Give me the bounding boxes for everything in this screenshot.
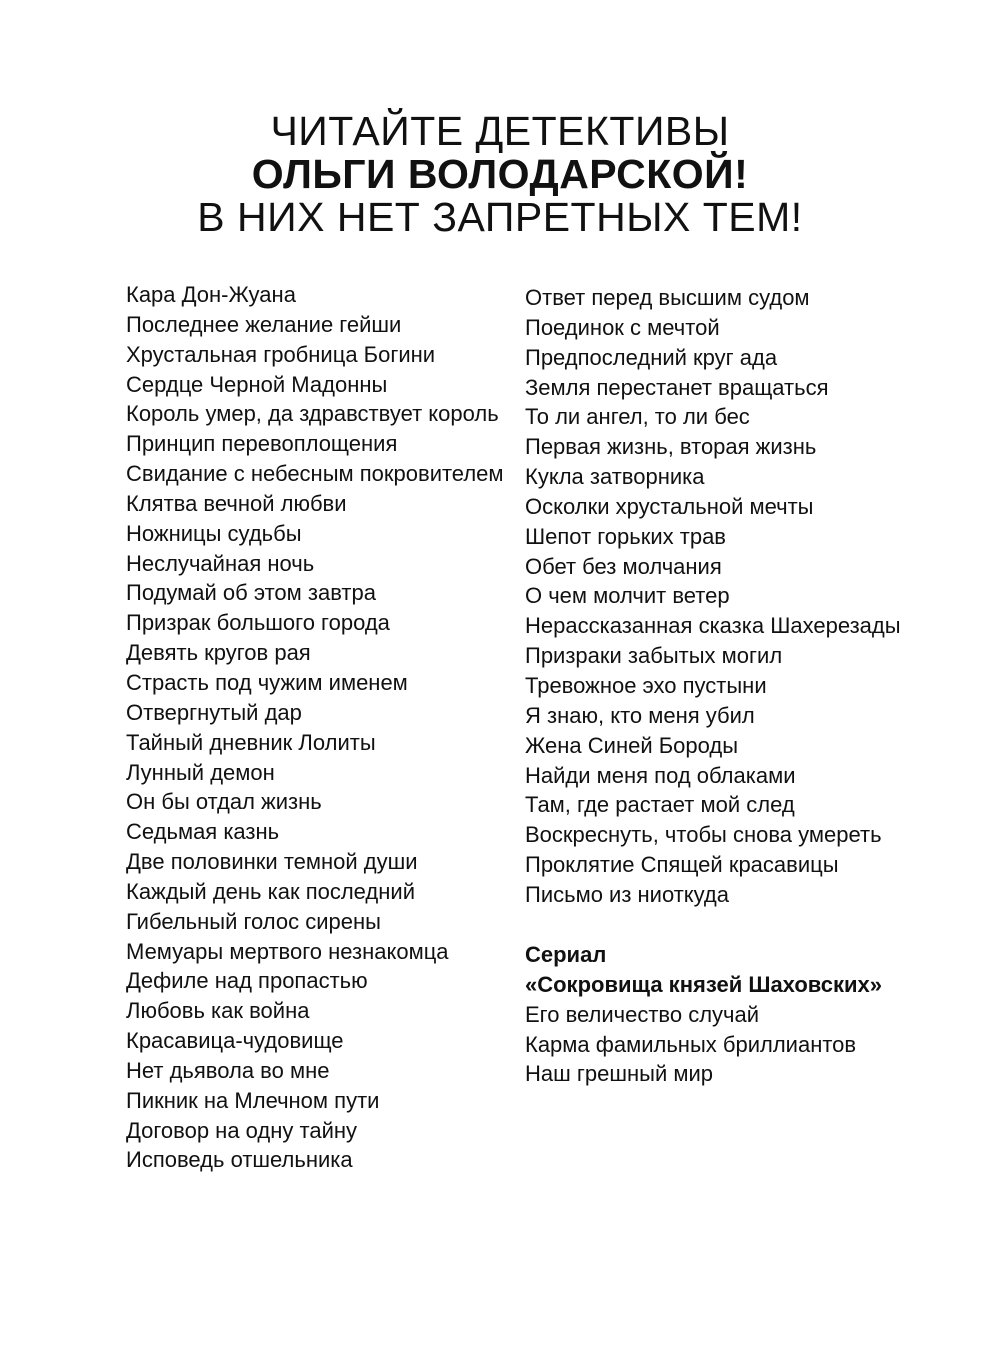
series-block bbox=[525, 940, 945, 1089]
book-title: Нерассказанная сказка Шахерезады bbox=[525, 613, 901, 639]
book-title: Ножницы судьбы bbox=[126, 520, 302, 546]
heading-author: ОЛЬГИ ВОЛОДАРСКОЙ! bbox=[251, 151, 749, 197]
book-title: Клятва вечной любви bbox=[126, 490, 347, 516]
book-title: Нет дьявола во мне bbox=[126, 1057, 330, 1083]
right-title-list bbox=[525, 283, 945, 910]
book-title: Тайный дневник Лолиты bbox=[126, 729, 376, 755]
book-title: Там, где растает мой след bbox=[525, 792, 795, 818]
book-title: Воскреснуть, чтобы снова умереть bbox=[525, 822, 882, 848]
book-title: То ли ангел, то ли бес bbox=[525, 404, 750, 430]
book-title: Ответ перед высшим судом bbox=[525, 285, 810, 310]
book-title: Поединок с мечтой bbox=[525, 314, 720, 340]
book-title: Последнее желание гейши bbox=[126, 311, 402, 337]
heading-line-1: ЧИТАЙТЕ ДЕТЕКТИВЫ bbox=[270, 108, 730, 154]
book-title: Подумай об этом завтра bbox=[126, 580, 376, 606]
book-title: Письмо из ниоткуда bbox=[525, 881, 730, 907]
book-title: Сердце Черной Мадонны bbox=[126, 371, 388, 397]
book-title: Свидание с небесным покровителем bbox=[126, 461, 504, 487]
book-title: Обет без молчания bbox=[525, 553, 722, 579]
book-title: Лунный демон bbox=[126, 759, 275, 785]
book-title: Тревожное эхо пустыни bbox=[525, 672, 767, 698]
book-title: Первая жизнь, вторая жизнь bbox=[525, 434, 817, 460]
book-title: Две половинки темной души bbox=[126, 849, 418, 875]
book-title: Отвергнутый дар bbox=[126, 699, 302, 725]
series-title-list bbox=[525, 1000, 945, 1090]
book-title: Найди меня под облаками bbox=[525, 762, 796, 788]
book-title: Осколки хрустальной мечты bbox=[525, 493, 814, 519]
book-title: Он бы отдал жизнь bbox=[126, 789, 322, 815]
book-title: Король умер, да здравствует король bbox=[126, 401, 499, 427]
series-name: «Сокровища князей Шаховских» bbox=[525, 971, 883, 997]
book-title: Карма фамильных бриллиантов bbox=[525, 1031, 857, 1057]
book-title: Жена Синей Бороды bbox=[525, 732, 739, 758]
book-title: Седьмая казнь bbox=[126, 819, 280, 845]
book-title: Девять кругов рая bbox=[126, 640, 311, 666]
book-title: Предпоследний круг ада bbox=[525, 344, 778, 370]
book-title: Пикник на Млечном пути bbox=[126, 1087, 380, 1113]
book-title: Мемуары мертвого незнакомца bbox=[126, 938, 449, 964]
book-title: Кара Дон-Жуана bbox=[126, 282, 296, 307]
book-title: Принцип перевоплощения bbox=[126, 431, 398, 457]
series-label: Сериал bbox=[525, 942, 607, 967]
book-title: Земля перестанет вращаться bbox=[525, 374, 829, 400]
book-title: Любовь как война bbox=[126, 998, 310, 1024]
book-title: Наш грешный мир bbox=[525, 1061, 714, 1087]
book-title: Шепот горьких трав bbox=[525, 523, 726, 549]
book-title: Проклятие Спящей красавицы bbox=[525, 852, 839, 878]
book-title: Исповедь отшельника bbox=[126, 1147, 353, 1173]
book-title: Красавица-чудовище bbox=[126, 1028, 344, 1054]
book-title: Каждый день как последний bbox=[126, 878, 415, 904]
book-title: Кукла затворника bbox=[525, 464, 705, 490]
book-title: Призраки забытых могил bbox=[525, 643, 783, 669]
book-title: Договор на одну тайну bbox=[126, 1117, 358, 1143]
book-title: О чем молчит ветер bbox=[525, 583, 730, 609]
book-title: Я знаю, кто меня убил bbox=[525, 702, 755, 728]
page-heading bbox=[0, 110, 1000, 239]
book-title: Хрустальная гробница Богини bbox=[126, 341, 436, 367]
book-title: Призрак большого города bbox=[126, 610, 390, 636]
book-title: Дефиле над пропастью bbox=[126, 968, 368, 994]
book-title: Гибельный голос сирены bbox=[126, 908, 381, 934]
left-title-list bbox=[126, 280, 506, 1175]
book-title: Его величество случай bbox=[525, 1001, 760, 1027]
book-title: Неслучайная ночь bbox=[126, 550, 315, 576]
book-title: Страсть под чужим именем bbox=[126, 669, 408, 695]
heading-line-3: В НИХ НЕТ ЗАПРЕТНЫХ ТЕМ! bbox=[197, 194, 803, 240]
